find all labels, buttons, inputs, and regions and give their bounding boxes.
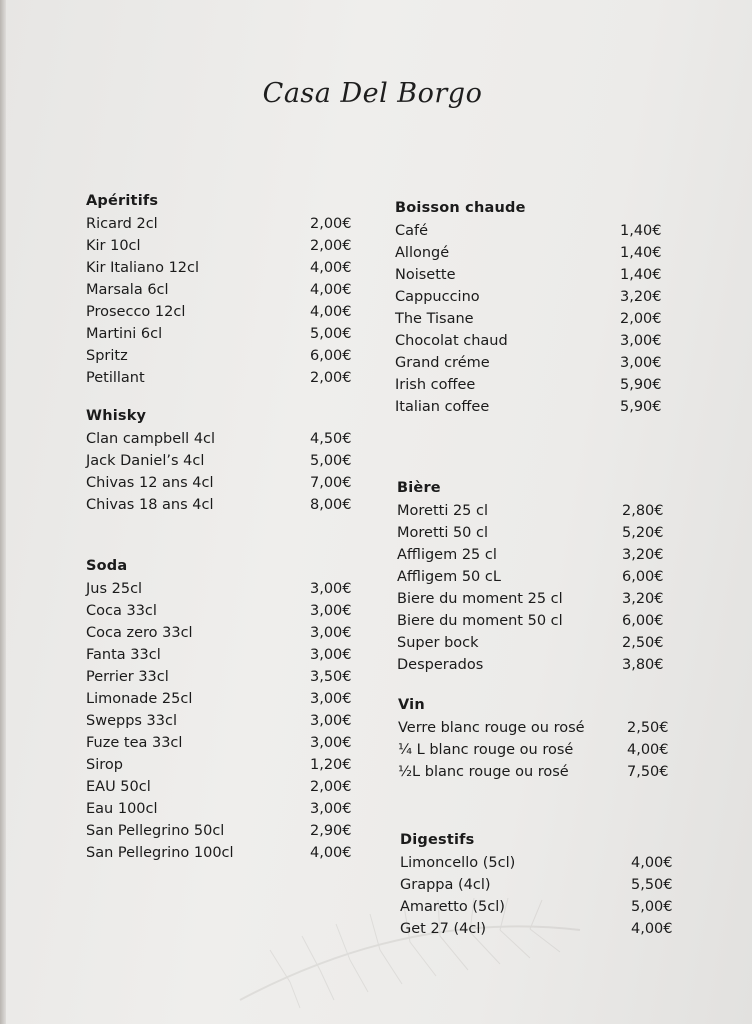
menu-item bbox=[86, 257, 352, 279]
menu-item bbox=[397, 588, 664, 610]
menu-item-name: San Pellegrino 50cl bbox=[86, 823, 225, 839]
menu-item bbox=[395, 308, 662, 330]
menu-item bbox=[86, 600, 352, 622]
section-biere bbox=[397, 480, 664, 676]
menu-item-price: 2,80€ bbox=[622, 503, 664, 519]
section-heading: Bière bbox=[397, 480, 441, 496]
menu-item-price: 5,00€ bbox=[310, 453, 352, 469]
menu-item-name: Swepps 33cl bbox=[86, 713, 178, 729]
menu-item bbox=[397, 522, 664, 544]
menu-item-price: 3,00€ bbox=[620, 333, 662, 349]
menu-item-price: 5,00€ bbox=[310, 326, 352, 342]
menu-item bbox=[86, 323, 352, 345]
menu-item-name: Affligem 25 cl bbox=[397, 547, 497, 563]
section-heading: Whisky bbox=[86, 408, 147, 424]
menu-item-name: ½L blanc rouge ou rosé bbox=[398, 764, 569, 780]
menu-item bbox=[400, 874, 673, 896]
menu-item-name: Ricard 2cl bbox=[86, 216, 158, 232]
menu-item bbox=[398, 717, 669, 739]
menu-item-price: 3,00€ bbox=[310, 713, 352, 729]
menu-item bbox=[86, 345, 352, 367]
menu-item bbox=[397, 566, 664, 588]
menu-item-name: Café bbox=[395, 223, 429, 239]
menu-item bbox=[395, 396, 662, 418]
menu-item-name: Fanta 33cl bbox=[86, 647, 161, 663]
section-heading: Soda bbox=[86, 558, 128, 574]
menu-item bbox=[86, 798, 352, 820]
menu-item-price: 2,50€ bbox=[622, 635, 664, 651]
menu-item-name: Eau 100cl bbox=[86, 801, 158, 817]
menu-item-price: 2,50€ bbox=[627, 720, 669, 736]
menu-item-price: 3,00€ bbox=[310, 581, 352, 597]
menu-item-name: Petillant bbox=[86, 370, 145, 386]
menu-item bbox=[397, 500, 664, 522]
section-aperitifs bbox=[86, 193, 352, 389]
menu-item bbox=[86, 732, 352, 754]
menu-item-name: Martini 6cl bbox=[86, 326, 163, 342]
menu-item bbox=[86, 842, 352, 864]
paper-edge bbox=[0, 0, 6, 1024]
section-heading: Digestifs bbox=[400, 832, 475, 848]
menu-item-price: 3,20€ bbox=[620, 289, 662, 305]
menu-item-price: 4,00€ bbox=[631, 855, 673, 871]
menu-item-name: San Pellegrino 100cl bbox=[86, 845, 234, 861]
menu-item-price: 8,00€ bbox=[310, 497, 352, 513]
menu-item bbox=[86, 644, 352, 666]
menu-item bbox=[400, 896, 673, 918]
menu-item-name: Desperados bbox=[397, 657, 484, 673]
menu-item-price: 4,00€ bbox=[631, 921, 673, 937]
menu-item-name: Jus 25cl bbox=[86, 581, 143, 597]
section-digestifs bbox=[400, 832, 673, 940]
menu-item-price: 1,40€ bbox=[620, 223, 662, 239]
menu-item-name: Spritz bbox=[86, 348, 128, 364]
menu-item-name: Grand créme bbox=[395, 355, 490, 371]
menu-item bbox=[397, 654, 664, 676]
menu-item-price: 6,00€ bbox=[622, 613, 664, 629]
menu-item bbox=[86, 472, 352, 494]
menu-item-name: Irish coffee bbox=[395, 377, 476, 393]
menu-item-name: Moretti 25 cl bbox=[397, 503, 489, 519]
menu-item-name: Cappuccino bbox=[395, 289, 480, 305]
menu-item-name: Get 27 (4cl) bbox=[400, 921, 487, 937]
menu-item-name: Biere du moment 25 cl bbox=[397, 591, 563, 607]
menu-item bbox=[86, 710, 352, 732]
menu-item bbox=[397, 610, 664, 632]
menu-item-price: 7,00€ bbox=[310, 475, 352, 491]
menu-item-name: Prosecco 12cl bbox=[86, 304, 186, 320]
menu-item-name: Grappa (4cl) bbox=[400, 877, 491, 893]
section-heading: Vin bbox=[398, 697, 425, 713]
menu-item-name: Coca 33cl bbox=[86, 603, 157, 619]
menu-item-name: Super bock bbox=[397, 635, 479, 651]
menu-item bbox=[86, 428, 352, 450]
section-whisky bbox=[86, 408, 352, 516]
menu-item-name: Verre blanc rouge ou rosé bbox=[398, 720, 585, 736]
menu-item bbox=[86, 754, 352, 776]
menu-item-name: Allongé bbox=[395, 245, 450, 261]
menu-item-price: 4,00€ bbox=[310, 260, 352, 276]
menu-item-price: 3,80€ bbox=[622, 657, 664, 673]
menu-item bbox=[86, 578, 352, 600]
menu-item-name: Sirop bbox=[86, 757, 123, 773]
menu-item-name: Italian coffee bbox=[395, 399, 490, 415]
menu-item bbox=[86, 213, 352, 235]
menu-item-price: 2,00€ bbox=[310, 216, 352, 232]
menu-item-price: 3,00€ bbox=[310, 691, 352, 707]
menu-item-price: 4,00€ bbox=[310, 845, 352, 861]
menu-item-price: 2,00€ bbox=[310, 779, 352, 795]
menu-item bbox=[395, 264, 662, 286]
menu-item-name: Limoncello (5cl) bbox=[400, 855, 516, 871]
menu-item-name: Chivas 12 ans 4cl bbox=[86, 475, 214, 491]
section-vin bbox=[398, 697, 669, 783]
menu-item-name: Kir Italiano 12cl bbox=[86, 260, 200, 276]
menu-item-price: 5,50€ bbox=[631, 877, 673, 893]
menu-item-price: 3,00€ bbox=[310, 603, 352, 619]
menu-item bbox=[86, 494, 352, 516]
menu-item bbox=[86, 450, 352, 472]
menu-item bbox=[86, 301, 352, 323]
menu-item-price: 5,90€ bbox=[620, 377, 662, 393]
menu-item-price: 6,00€ bbox=[310, 348, 352, 364]
menu-item-price: 2,00€ bbox=[620, 311, 662, 327]
menu-item-price: 1,40€ bbox=[620, 267, 662, 283]
menu-item-name: Moretti 50 cl bbox=[397, 525, 489, 541]
menu-item-name: Noisette bbox=[395, 267, 456, 283]
menu-item-name: Kir 10cl bbox=[86, 238, 141, 254]
menu-item-name: Clan campbell 4cl bbox=[86, 431, 216, 447]
menu-item-price: 6,00€ bbox=[622, 569, 664, 585]
menu-item-price: 4,00€ bbox=[310, 282, 352, 298]
menu-item bbox=[86, 367, 352, 389]
menu-item bbox=[86, 622, 352, 644]
menu-item-name: Affligem 50 cL bbox=[397, 569, 501, 585]
menu-item-name: Chivas 18 ans 4cl bbox=[86, 497, 214, 513]
menu-item-name: Amaretto (5cl) bbox=[400, 899, 505, 915]
menu-item-name: Limonade 25cl bbox=[86, 691, 193, 707]
menu-item-price: 3,20€ bbox=[622, 547, 664, 563]
menu-item-price: 5,20€ bbox=[622, 525, 664, 541]
menu-item bbox=[86, 776, 352, 798]
menu-item-name: ¼ L blanc rouge ou rosé bbox=[398, 742, 574, 758]
menu-item bbox=[397, 632, 664, 654]
menu-item-price: 4,00€ bbox=[627, 742, 669, 758]
menu-item-price: 4,00€ bbox=[310, 304, 352, 320]
menu-item bbox=[400, 852, 673, 874]
menu-item bbox=[397, 544, 664, 566]
menu-item bbox=[398, 739, 669, 761]
menu-item-name: Biere du moment 50 cl bbox=[397, 613, 563, 629]
menu-item-price: 2,90€ bbox=[310, 823, 352, 839]
menu-item bbox=[398, 761, 669, 783]
menu-item-name: Fuze tea 33cl bbox=[86, 735, 183, 751]
menu-item-price: 3,00€ bbox=[310, 625, 352, 641]
menu-item-name: Jack Daniel’s 4cl bbox=[86, 453, 205, 469]
section-heading: Boisson chaude bbox=[395, 200, 526, 216]
menu-item bbox=[395, 286, 662, 308]
section-boisson-chaude bbox=[395, 200, 662, 418]
restaurant-title: Casa Del Borgo bbox=[262, 78, 483, 109]
menu-item bbox=[86, 688, 352, 710]
menu-item-name: The Tisane bbox=[395, 311, 474, 327]
menu-item bbox=[86, 666, 352, 688]
menu-item bbox=[86, 279, 352, 301]
menu-item-price: 4,50€ bbox=[310, 431, 352, 447]
menu-item-price: 2,00€ bbox=[310, 238, 352, 254]
menu-item-price: 5,90€ bbox=[620, 399, 662, 415]
menu-item bbox=[395, 330, 662, 352]
menu-item-price: 1,40€ bbox=[620, 245, 662, 261]
menu-item-name: Coca zero 33cl bbox=[86, 625, 193, 641]
menu-item bbox=[400, 918, 673, 940]
menu-item bbox=[395, 374, 662, 396]
menu-item-name: Marsala 6cl bbox=[86, 282, 169, 298]
menu-item-price: 3,00€ bbox=[310, 647, 352, 663]
menu-item bbox=[395, 242, 662, 264]
menu-item bbox=[395, 352, 662, 374]
menu-item-price: 2,00€ bbox=[310, 370, 352, 386]
menu-item-price: 1,20€ bbox=[310, 757, 352, 773]
menu-item-price: 7,50€ bbox=[627, 764, 669, 780]
menu-item bbox=[86, 820, 352, 842]
section-soda bbox=[86, 558, 352, 864]
menu-item-name: EAU 50cl bbox=[86, 779, 151, 795]
menu-item-price: 3,00€ bbox=[620, 355, 662, 371]
menu-item-price: 3,50€ bbox=[310, 669, 352, 685]
menu-item-name: Perrier 33cl bbox=[86, 669, 169, 685]
menu-item bbox=[86, 235, 352, 257]
menu-item-price: 3,00€ bbox=[310, 735, 352, 751]
section-heading: Apéritifs bbox=[86, 193, 159, 209]
menu-item-price: 5,00€ bbox=[631, 899, 673, 915]
menu-item-price: 3,00€ bbox=[310, 801, 352, 817]
menu-item bbox=[395, 220, 662, 242]
menu-item-name: Chocolat chaud bbox=[395, 333, 508, 349]
menu-item-price: 3,20€ bbox=[622, 591, 664, 607]
